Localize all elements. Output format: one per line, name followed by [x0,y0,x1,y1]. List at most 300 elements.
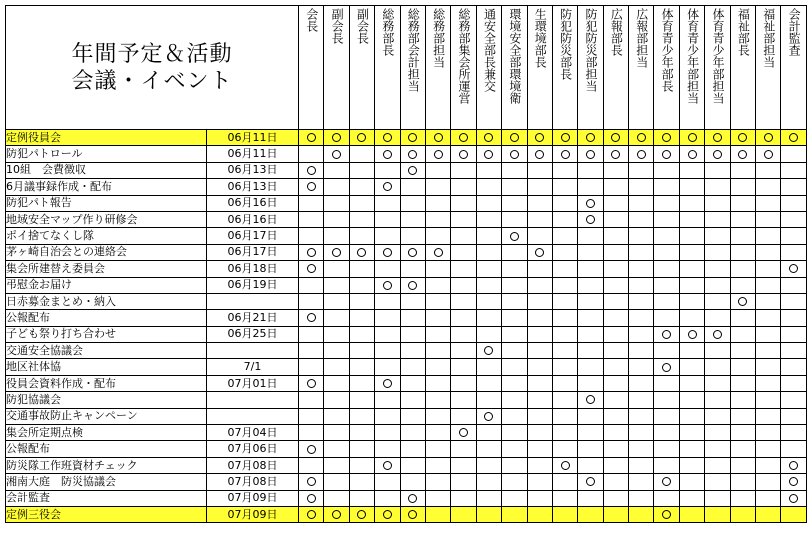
attendance-cell [400,162,425,178]
attendance-cell [654,261,679,277]
attendance-cell [679,490,704,506]
role-header-label: 総務部担当 [431,8,446,68]
attendance-cell [705,474,730,490]
attendance-cell [502,162,527,178]
attendance-cell [299,441,324,457]
attendance-cell [629,326,654,342]
attendance-cell [679,326,704,342]
attendance-cell [425,343,450,359]
attendance-mark [688,150,697,159]
event-date: 06月17日 [207,228,299,244]
attendance-mark [789,477,798,486]
attendance-mark [307,166,316,175]
event-date: 06月13日 [207,179,299,195]
event-date [207,408,299,424]
attendance-cell [502,506,527,522]
attendance-mark [662,477,671,486]
attendance-cell [629,293,654,309]
attendance-cell [781,457,806,473]
event-date [207,293,299,309]
attendance-cell [324,228,349,244]
attendance-cell [527,310,552,326]
attendance-cell [705,244,730,260]
attendance-cell [705,293,730,309]
attendance-cell [654,474,679,490]
attendance-cell [730,162,755,178]
attendance-cell [781,195,806,211]
schedule-row [6,392,807,408]
event-date: 07月09日 [207,506,299,522]
event-date: 07月09日 [207,490,299,506]
role-header-label: 防犯防災部担当 [584,8,598,92]
attendance-cell [400,130,425,146]
schedule-body [6,130,807,523]
attendance-mark [307,264,316,273]
attendance-mark [459,133,468,142]
attendance-cell [375,326,400,342]
attendance-cell [451,457,476,473]
attendance-cell [400,146,425,162]
attendance-cell [375,457,400,473]
attendance-cell [502,343,527,359]
event-name: 子ども祭り打ち合わせ [6,326,207,342]
attendance-cell [730,457,755,473]
event-name: 地域安全マップ作り研修会 [6,211,207,227]
event-name: 会計監査 [6,490,207,506]
attendance-mark [535,248,544,257]
attendance-mark [408,133,417,142]
attendance-cell [349,179,374,195]
attendance-cell [705,392,730,408]
event-date: 06月21日 [207,310,299,326]
attendance-cell [451,326,476,342]
attendance-cell [679,506,704,522]
attendance-mark [484,346,493,355]
attendance-cell [527,490,552,506]
attendance-mark [688,330,697,339]
event-name: 弔慰金お届け [6,277,207,293]
attendance-cell [425,310,450,326]
attendance-mark [484,150,493,159]
attendance-cell [400,408,425,424]
attendance-cell [476,310,501,326]
event-date: 06月25日 [207,326,299,342]
schedule-row [6,211,807,227]
attendance-cell [451,359,476,375]
attendance-cell [705,490,730,506]
schedule-row [6,359,807,375]
attendance-mark [535,133,544,142]
attendance-cell [629,506,654,522]
attendance-mark [357,248,366,257]
attendance-cell [299,162,324,178]
attendance-mark [332,150,341,159]
attendance-mark [357,133,366,142]
attendance-cell [476,130,501,146]
role-header-label: 体育青少年部長 [660,8,675,92]
role-header-label: 総務部長 [380,8,395,56]
attendance-cell [476,293,501,309]
attendance-cell [552,179,577,195]
attendance-cell [349,195,374,211]
attendance-cell [730,326,755,342]
attendance-cell [756,326,781,342]
attendance-mark [561,133,570,142]
attendance-cell [654,392,679,408]
attendance-cell [425,162,450,178]
attendance-mark [434,248,443,257]
attendance-mark [357,510,366,519]
schedule-row [6,162,807,178]
attendance-mark [408,494,417,503]
schedule-row [6,326,807,342]
attendance-cell [451,408,476,424]
attendance-cell [476,506,501,522]
attendance-cell [425,261,450,277]
role-header [375,6,400,130]
attendance-cell [552,277,577,293]
attendance-cell [552,293,577,309]
event-date: 07月04日 [207,425,299,441]
attendance-cell [629,474,654,490]
attendance-cell [603,392,628,408]
attendance-cell [400,244,425,260]
attendance-cell [654,293,679,309]
attendance-cell [502,408,527,424]
event-date [207,343,299,359]
attendance-cell [400,359,425,375]
attendance-cell [349,343,374,359]
attendance-cell [349,293,374,309]
attendance-mark [307,494,316,503]
attendance-cell [476,343,501,359]
attendance-cell [425,146,450,162]
attendance-cell [400,277,425,293]
attendance-cell [400,310,425,326]
attendance-mark [383,150,392,159]
attendance-cell [552,310,577,326]
attendance-cell [629,457,654,473]
attendance-cell [324,343,349,359]
attendance-cell [400,211,425,227]
attendance-cell [654,375,679,391]
attendance-cell [527,162,552,178]
attendance-cell [679,392,704,408]
attendance-cell [603,506,628,522]
event-name: 定例役員会 [6,130,207,146]
attendance-cell [679,343,704,359]
attendance-cell [629,343,654,359]
attendance-cell [578,293,603,309]
attendance-cell [324,392,349,408]
attendance-cell [730,441,755,457]
attendance-cell [705,310,730,326]
attendance-cell [476,375,501,391]
attendance-cell [603,195,628,211]
attendance-mark [408,166,417,175]
event-date: 06月11日 [207,146,299,162]
attendance-cell [299,343,324,359]
role-header-label: 防犯防災部長 [558,8,573,80]
attendance-cell [654,146,679,162]
attendance-cell [425,457,450,473]
attendance-cell [299,490,324,506]
attendance-cell [629,359,654,375]
event-name: 交通事故防止キャンペーン [6,408,207,424]
attendance-cell [324,211,349,227]
attendance-cell [502,179,527,195]
attendance-mark [484,133,493,142]
attendance-cell [578,310,603,326]
attendance-cell [476,195,501,211]
attendance-cell [476,244,501,260]
attendance-mark [637,133,646,142]
attendance-cell [756,130,781,146]
attendance-cell [679,474,704,490]
attendance-mark [764,150,773,159]
attendance-cell [578,359,603,375]
attendance-cell [425,179,450,195]
event-date: 06月17日 [207,244,299,260]
attendance-cell [299,179,324,195]
attendance-cell [375,474,400,490]
attendance-mark [662,510,671,519]
attendance-mark [586,395,595,404]
attendance-cell [629,211,654,227]
attendance-cell [578,506,603,522]
attendance-cell [476,490,501,506]
role-header [552,6,577,130]
attendance-cell [375,130,400,146]
role-header [451,6,476,130]
attendance-cell [756,310,781,326]
attendance-cell [502,293,527,309]
attendance-cell [451,375,476,391]
attendance-cell [756,211,781,227]
event-name: 防犯パト報告 [6,195,207,211]
attendance-cell [705,277,730,293]
attendance-cell [578,408,603,424]
attendance-cell [552,326,577,342]
attendance-cell [578,162,603,178]
attendance-cell [552,343,577,359]
attendance-cell [730,244,755,260]
attendance-cell [781,359,806,375]
attendance-mark [611,150,620,159]
attendance-cell [451,228,476,244]
attendance-cell [375,343,400,359]
attendance-cell [679,441,704,457]
role-header [756,6,781,130]
attendance-cell [451,162,476,178]
attendance-cell [679,162,704,178]
schedule-row [6,146,807,162]
attendance-cell [654,425,679,441]
attendance-cell [679,261,704,277]
attendance-cell [679,408,704,424]
attendance-cell [679,146,704,162]
attendance-cell [324,441,349,457]
attendance-cell [705,179,730,195]
attendance-cell [781,392,806,408]
attendance-cell [552,392,577,408]
attendance-cell [349,457,374,473]
attendance-cell [476,457,501,473]
attendance-cell [476,277,501,293]
attendance-cell [730,490,755,506]
attendance-cell [756,261,781,277]
attendance-cell [375,425,400,441]
attendance-cell [730,359,755,375]
attendance-cell [603,244,628,260]
attendance-cell [400,228,425,244]
event-name: 役員会資料作成・配布 [6,375,207,391]
attendance-cell [451,244,476,260]
attendance-cell [603,343,628,359]
attendance-cell [349,408,374,424]
attendance-cell [324,457,349,473]
attendance-cell [756,146,781,162]
attendance-cell [451,490,476,506]
attendance-cell [756,408,781,424]
attendance-cell [375,408,400,424]
attendance-cell [299,375,324,391]
schedule-row [6,408,807,424]
attendance-cell [654,441,679,457]
attendance-cell [527,146,552,162]
attendance-mark [586,215,595,224]
role-header [654,6,679,130]
attendance-cell [756,195,781,211]
attendance-cell [578,441,603,457]
attendance-cell [476,474,501,490]
title-line-1: 年間予定＆活動 [71,41,233,67]
event-date: 06月13日 [207,162,299,178]
attendance-cell [705,162,730,178]
attendance-cell [451,277,476,293]
attendance-cell [375,162,400,178]
attendance-cell [375,244,400,260]
attendance-cell [299,506,324,522]
role-header-label: 会長 [304,8,319,32]
event-date: 07月01日 [207,375,299,391]
attendance-cell [349,162,374,178]
attendance-cell [756,293,781,309]
attendance-cell [400,195,425,211]
attendance-cell [299,277,324,293]
attendance-cell [552,506,577,522]
attendance-cell [781,211,806,227]
attendance-mark [738,150,747,159]
attendance-cell [654,179,679,195]
attendance-cell [730,211,755,227]
attendance-cell [349,310,374,326]
attendance-cell [324,162,349,178]
attendance-mark [307,477,316,486]
attendance-cell [400,457,425,473]
role-header [527,6,552,130]
attendance-cell [502,474,527,490]
attendance-cell [375,490,400,506]
schedule-row [6,425,807,441]
attendance-cell [679,375,704,391]
attendance-cell [476,392,501,408]
attendance-cell [299,310,324,326]
attendance-cell [603,474,628,490]
attendance-cell [425,195,450,211]
attendance-mark [789,494,798,503]
attendance-cell [578,244,603,260]
event-name: 集会所定期点検 [6,425,207,441]
attendance-cell [679,244,704,260]
attendance-cell [299,130,324,146]
attendance-cell [349,211,374,227]
attendance-cell [629,392,654,408]
attendance-cell [679,277,704,293]
attendance-cell [299,326,324,342]
attendance-cell [476,441,501,457]
attendance-cell [603,441,628,457]
attendance-cell [578,457,603,473]
role-header-label: 総務部集会所運営 [457,8,472,104]
attendance-cell [400,261,425,277]
attendance-cell [349,392,374,408]
attendance-mark [738,133,747,142]
schedule-row [6,457,807,473]
attendance-cell [400,506,425,522]
event-date: 07月06日 [207,441,299,457]
attendance-cell [705,425,730,441]
attendance-cell [527,228,552,244]
attendance-mark [459,428,468,437]
attendance-cell [527,457,552,473]
attendance-cell [425,392,450,408]
attendance-cell [375,261,400,277]
attendance-cell [756,359,781,375]
attendance-cell [730,506,755,522]
title-line-2: 会議・イベント [71,68,233,94]
attendance-cell [705,130,730,146]
attendance-cell [603,457,628,473]
attendance-cell [324,244,349,260]
attendance-cell [502,375,527,391]
attendance-cell [629,244,654,260]
attendance-cell [324,277,349,293]
attendance-cell [603,211,628,227]
attendance-cell [679,293,704,309]
attendance-cell [527,474,552,490]
attendance-mark [688,133,697,142]
attendance-mark [611,133,620,142]
attendance-cell [730,408,755,424]
attendance-cell [476,425,501,441]
attendance-cell [552,261,577,277]
attendance-mark [383,248,392,257]
attendance-cell [578,343,603,359]
attendance-cell [578,425,603,441]
event-name: 10組 会費徴収 [6,162,207,178]
attendance-cell [502,146,527,162]
attendance-cell [299,146,324,162]
attendance-cell [476,211,501,227]
role-header [476,6,501,130]
attendance-cell [654,277,679,293]
role-header-label: 生環境部長 [533,8,548,68]
attendance-cell [629,277,654,293]
attendance-cell [781,310,806,326]
attendance-cell [730,146,755,162]
attendance-mark [332,510,341,519]
